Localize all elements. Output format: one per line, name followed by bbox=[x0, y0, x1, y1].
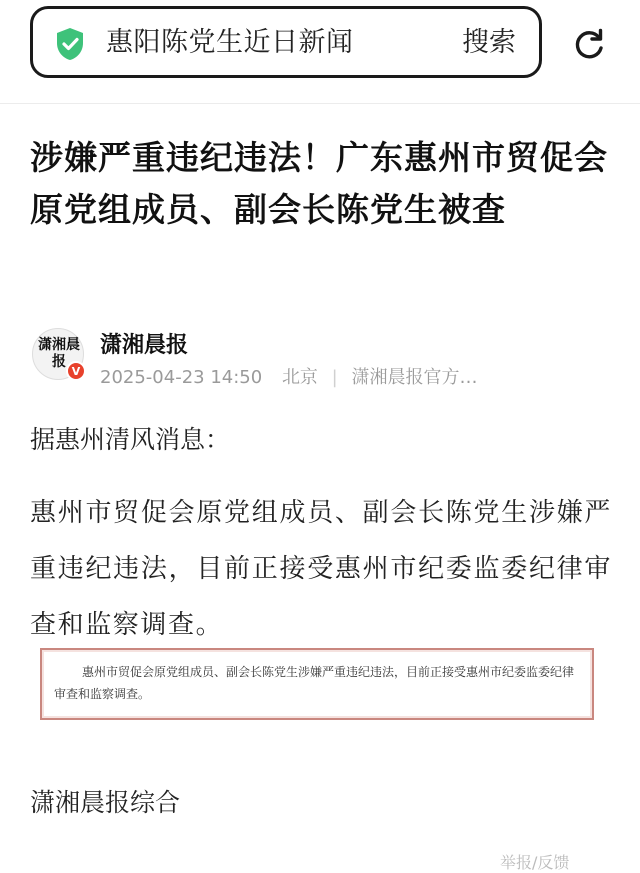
article-title: 涉嫌严重违纪违法！广东惠州市贸促会原党组成员、副会长陈党生被查 bbox=[30, 138, 608, 229]
article-lead: 据惠州清风消息： bbox=[30, 425, 231, 454]
article-source: 潇湘晨报综合 bbox=[30, 788, 181, 817]
report-feedback-link[interactable]: 举报/反馈 bbox=[500, 853, 570, 872]
meta-separator: | bbox=[331, 367, 338, 388]
article-meta bbox=[100, 363, 477, 389]
quoted-notice-image bbox=[40, 648, 594, 720]
publish-timestamp: 2025-04-23 14:50 bbox=[100, 367, 263, 388]
refresh-icon[interactable] bbox=[572, 28, 606, 62]
avatar-logo-text: 潇湘晨报 bbox=[38, 337, 80, 370]
quoted-notice-text: 惠州市贸促会原党组成员、副会长陈党生涉嫌严重违纪违法，目前正接受惠州市纪委监委纪律审查和监察调查。 bbox=[54, 665, 575, 701]
publish-location: 北京 bbox=[281, 367, 318, 388]
verified-badge-icon: V bbox=[66, 361, 86, 381]
author-name[interactable]: 潇湘晨报 bbox=[100, 333, 189, 358]
shield-check-icon bbox=[54, 27, 86, 61]
account-description: 潇湘晨报官方… bbox=[351, 367, 478, 388]
search-button[interactable]: 搜索 bbox=[462, 27, 516, 58]
search-input[interactable]: 惠阳陈党生近日新闻 bbox=[106, 27, 354, 58]
header-divider bbox=[0, 103, 640, 104]
top-bar bbox=[0, 0, 640, 100]
article-body: 惠州市贸促会原党组成员、副会长陈党生涉嫌严重违纪违法，目前正接受惠州市纪委监委纪律审查和监察调查。 bbox=[30, 498, 612, 640]
